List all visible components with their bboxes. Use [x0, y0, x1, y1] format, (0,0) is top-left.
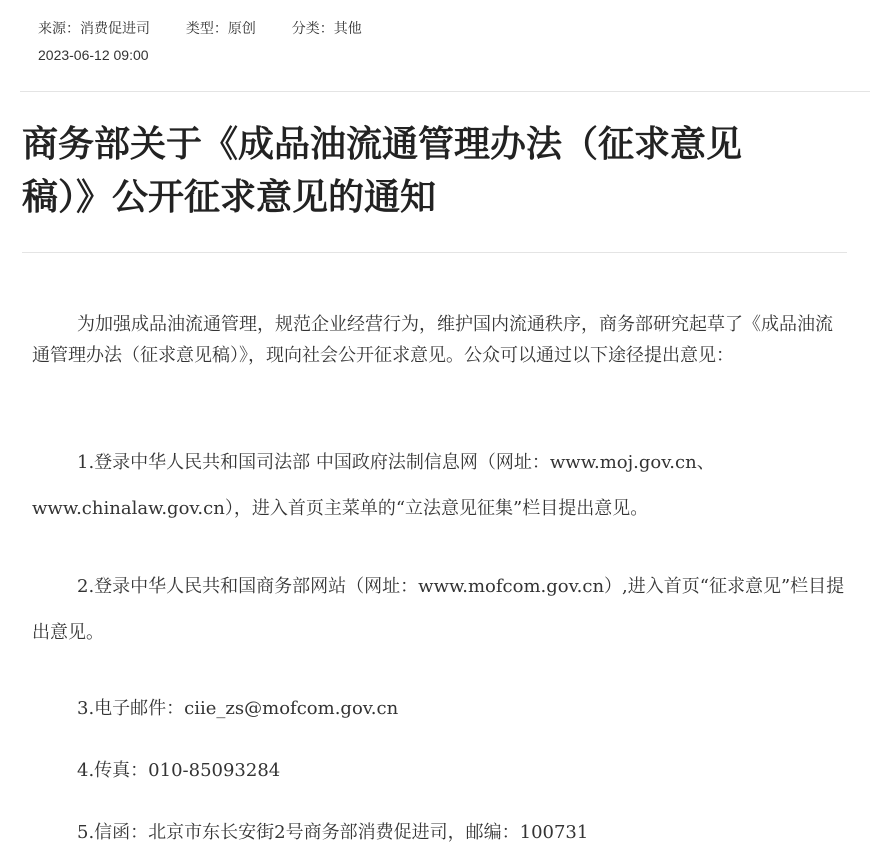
article-title: 商务部关于《成品油流通管理办法（征求意见稿）》公开征求意见的通知	[22, 124, 743, 218]
divider-top	[20, 91, 870, 92]
meta-source: 来源：消费促进司	[38, 20, 150, 36]
divider-bottom	[22, 252, 847, 253]
item-5-letter: 5.信函：北京市东长安街2号商务部消费促进司，邮编：100731	[77, 822, 589, 843]
item-2-website-mofcom: 2.登录中华人民共和国商务部网站（网址：www.mofcom.gov.cn）,进入首页“征求意见”栏目提出意见。	[32, 576, 845, 643]
intro-paragraph: 为加强成品油流通管理，规范企业经营行为，维护国内流通秩序，商务部研究起草了《成品油流通管理办法（征求意见稿）》，现向社会公开征求意见。公众可以通过以下途径提出意见：	[32, 314, 833, 366]
item-1-website-moj: 1.登录中华人民共和国司法部 中国政府法制信息网（网址：www.moj.gov.cn、www.chinalaw.gov.cn），进入首页主菜单的“立法意见征集”栏目提出意见。	[32, 452, 715, 519]
item-3-email: 3.电子邮件：ciie_zs@mofcom.gov.cn	[77, 698, 399, 719]
item-4-fax: 4.传真：010-85093284	[77, 760, 281, 781]
meta-type: 类型：原创	[185, 20, 256, 36]
meta-date: 2023-06-12 09:00	[38, 47, 149, 63]
article-meta-row	[38, 18, 394, 38]
meta-category: 分类：其他	[291, 20, 362, 36]
